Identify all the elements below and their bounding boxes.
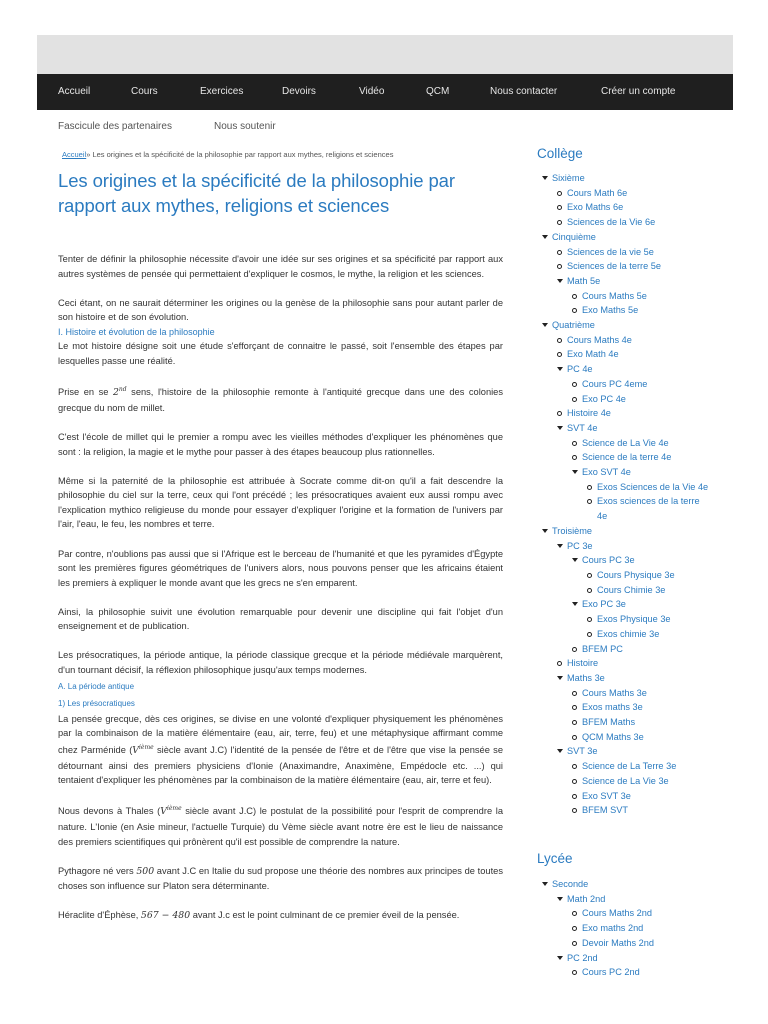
sidebar-item-exo-svt-3e[interactable] — [537, 789, 737, 804]
circle-bullet-icon — [557, 338, 562, 343]
sidebar-item-math-5e[interactable] — [537, 274, 737, 289]
circle-bullet-icon — [587, 485, 592, 490]
circle-bullet-icon — [587, 573, 592, 578]
sidebar-item-label[interactable]: SVT 4e — [567, 422, 598, 433]
sidebar-item-label[interactable]: Histoire 4e — [567, 408, 611, 419]
caret-down-icon[interactable] — [542, 323, 548, 327]
caret-down-icon[interactable] — [542, 176, 548, 180]
sidebar-item-cours-physique-3e[interactable] — [537, 568, 737, 583]
sidebar-item-maths-3e[interactable] — [537, 671, 737, 686]
sidebar-item-label[interactable]: Cours PC 4eme — [582, 378, 648, 389]
sidebar-item-label[interactable]: Quatrième — [552, 320, 595, 331]
sidebar-item-label[interactable]: Sciences de la vie 5e — [567, 246, 654, 257]
sidebar-item-label[interactable]: PC 2nd — [567, 952, 598, 963]
sidebar-item-pc-3e[interactable] — [537, 539, 737, 554]
sidebar-item-exos-maths-3e[interactable] — [537, 700, 737, 715]
sidebar-item-label[interactable]: Cours Physique 3e — [597, 569, 675, 580]
math-expression: 500 — [136, 865, 155, 877]
sidebar-item-label[interactable]: Exos chimie 3e — [597, 628, 660, 639]
sidebar-item-label[interactable]: Exo maths 2nd — [582, 923, 644, 934]
circle-bullet-icon — [572, 705, 577, 710]
circle-bullet-icon — [572, 691, 577, 696]
sidebar-item-label[interactable]: BFEM SVT — [582, 805, 628, 816]
sidebar-item-sciences-de-la-vie-5e[interactable] — [537, 245, 737, 260]
caret-down-icon[interactable] — [572, 470, 578, 474]
sidebar-item-label[interactable]: Exo SVT 3e — [582, 790, 631, 801]
sidebar-heading-lycee: Lycée — [537, 851, 573, 866]
sidebar-item-label[interactable]: Cinquième — [552, 231, 596, 242]
circle-bullet-icon — [572, 970, 577, 975]
nav-qcm[interactable]: QCM — [426, 86, 450, 97]
sidebar-item-label[interactable]: Seconde — [552, 879, 589, 889]
circle-bullet-icon — [587, 499, 592, 504]
circle-bullet-icon — [572, 926, 577, 931]
article-paragraph: Nous devons à Thales (Vième siècle avant J.C) le postulat de la possibilité pour l'esprit de comprendre la nature. L'Ionie (en Asie mineur, l'actuelle Turquie) du Vème siècle avant notre ère est le lieu de naissance des premiers scientifiques qui prônèrent qu'il est possible de comprendre la nature. — [58, 805, 503, 847]
sidebar-item-label[interactable]: BFEM Maths — [582, 717, 636, 728]
circle-bullet-icon — [557, 661, 562, 666]
sidebar-item-bfem-pc[interactable] — [537, 642, 737, 657]
circle-bullet-icon — [557, 250, 562, 255]
circle-bullet-icon — [572, 764, 577, 769]
sidebar-tree-college — [537, 171, 737, 818]
sidebar-tree-lycee — [537, 877, 737, 980]
caret-down-icon[interactable] — [557, 749, 563, 753]
sidebar-item-sixieme[interactable] — [537, 171, 737, 186]
caret-down-icon[interactable] — [557, 956, 563, 960]
circle-bullet-icon — [572, 647, 577, 652]
article-paragraph: Héraclite d'Éphèse, 567 − 480 avant J.c est le point culminant de ce premier éveil de la pensée. — [58, 910, 460, 922]
circle-bullet-icon — [557, 191, 562, 196]
sidebar-item-science-de-la-vie-3e[interactable] — [537, 774, 737, 789]
sidebar-item-label[interactable]: Histoire — [567, 658, 599, 669]
sidebar-item-troisieme[interactable] — [537, 524, 737, 539]
circle-bullet-icon — [572, 397, 577, 402]
circle-bullet-icon — [572, 382, 577, 387]
sidebar-item-label[interactable]: Math 2nd — [567, 893, 606, 904]
circle-bullet-icon — [572, 794, 577, 799]
sidebar-item-label[interactable]: Cours Chimie 3e — [597, 584, 666, 595]
sidebar-item-math-2nd[interactable] — [537, 892, 737, 907]
circle-bullet-icon — [557, 411, 562, 416]
sidebar-item-cours-pc-3e[interactable] — [537, 553, 737, 568]
sidebar-item-cours-maths-2nd[interactable] — [537, 906, 737, 921]
sidebar-item-label[interactable]: Science de La Vie 4e — [582, 437, 669, 448]
nav-cours[interactable]: Cours — [131, 86, 158, 97]
breadcrumb-current: Les origines et la spécificité de la philosophie par rapport aux mythes, religions et sciences — [92, 150, 394, 159]
sidebar-item-cours-maths-3e[interactable] — [537, 686, 737, 701]
article-paragraph: Pythagore né vers 500 avant J.C en Italie du sud propose une théorie des nombres aux principes de toutes choses son influence sur Platon sera déterminante. — [58, 865, 503, 892]
sidebar-item-label[interactable]: Devoir Maths 2nd — [582, 937, 655, 948]
article-paragraph: Même si la paternité de la philosophie est attribuée à Socrate comme dit-on qu'il a fait descendre la philosophie du ciel sur la terre, ceux qui l'ont précédé ; les présocratiques avaient eux aussi rompu avec l'explication mythico religieuse du monde pour essayer d'expliquer l'origine et la formation de l'univers par l'air, l'eau, le feu, les nombres et terre. — [58, 475, 503, 530]
circle-bullet-icon — [572, 911, 577, 916]
subnav-nous-soutenir[interactable]: Nous soutenir — [214, 121, 276, 132]
breadcrumb — [62, 150, 393, 159]
circle-bullet-icon — [572, 735, 577, 740]
sidebar-item-label[interactable]: Math 5e — [567, 275, 601, 286]
sidebar-item-label[interactable]: Cours Maths 4e — [567, 334, 632, 345]
sidebar-item-label[interactable]: BFEM PC — [582, 643, 623, 654]
sidebar-item-cours-pc-2nd[interactable] — [537, 965, 737, 980]
sidebar-item-label[interactable]: Cours Maths 2nd — [582, 908, 652, 919]
section-heading: A. La période antique — [58, 681, 135, 691]
sidebar-item-pc-2nd[interactable] — [537, 951, 737, 966]
sidebar-item-histoire[interactable] — [537, 656, 737, 671]
sidebar-item-pc-4e[interactable] — [537, 362, 737, 377]
article-paragraph: Prise en se 2nd sens, l'histoire de la philosophie remonte à l'antiquité grecque dans une des colonies grecque du nom de millet. — [58, 386, 504, 413]
sidebar-item-science-de-la-vie-4e[interactable] — [537, 436, 737, 451]
sidebar-item-cours-math-6e[interactable] — [537, 186, 737, 201]
article-paragraph: C'est l'école de millet qui le premier a rompu avec les vieilles méthodes d'expliquer les phénomènes que sont : la religion, la magie et le mythe pour passer à des étapes beaucoup plus rationnelles. — [58, 431, 503, 457]
sidebar-item-exo-maths-2nd[interactable] — [537, 921, 737, 936]
sidebar-item-exo-math-4e[interactable] — [537, 347, 737, 362]
section-heading: I. Histoire et évolution de la philosophie — [58, 326, 215, 337]
caret-down-icon[interactable] — [557, 279, 563, 283]
sidebar-item-label[interactable]: Exos Sciences de la Vie 4e — [597, 481, 709, 492]
circle-bullet-icon — [572, 308, 577, 313]
circle-bullet-icon — [572, 808, 577, 813]
nav-accueil[interactable]: Accueil — [58, 86, 91, 97]
sidebar-item-label[interactable]: PC 4e — [567, 364, 593, 375]
sidebar-item-cours-maths-4e[interactable] — [537, 333, 737, 348]
site-header-banner — [37, 35, 733, 74]
sidebar-item-exos-chimie-3e[interactable] — [537, 627, 737, 642]
circle-bullet-icon — [587, 588, 592, 593]
circle-bullet-icon — [557, 264, 562, 269]
sidebar-item-label[interactable]: Exo Maths 5e — [582, 305, 639, 316]
caret-down-icon[interactable] — [542, 235, 548, 239]
article-body — [58, 252, 503, 938]
sidebar-item-label[interactable]: Cours PC 2nd — [582, 967, 640, 978]
circle-bullet-icon — [557, 220, 562, 225]
math-expression: 567 − 480 — [140, 910, 191, 922]
circle-bullet-icon — [587, 617, 592, 622]
sidebar-item-label[interactable]: Sciences de la terre 5e — [567, 261, 661, 272]
caret-down-icon[interactable] — [542, 529, 548, 533]
math-expression: Vième — [132, 743, 154, 756]
sidebar-item-label[interactable]: Exo PC 3e — [582, 599, 626, 610]
article-paragraph: La pensée grecque, dès ces origines, se divise en une volonté d'expliquer physiquement les phénomènes par la combinaison de la matière élémentaire (eau, air, terre, feu) et une métaphysique affirmant comme chez Parménide (Vième siècle avant J.C) l'identité de la pensée de l'être et de l'être que vise la pensée se détournant ainsi des premiers physiciens d'Ionie (Anaximandre, Anaximène, Empédocle etc. ...) qui tentaient d'expliquer les phénomènes par la combinaison de la matière élémentaire (eau, air, terre et feu). — [58, 713, 503, 786]
sidebar-item-label[interactable]: Cours PC 3e — [582, 555, 635, 566]
sidebar-item-label[interactable]: Science de La Vie 3e — [582, 775, 669, 786]
sidebar-item-bfem-svt[interactable] — [537, 803, 737, 818]
sidebar-item-label[interactable]: SVT 3e — [567, 746, 598, 757]
sidebar-item-cinquieme[interactable] — [537, 230, 737, 245]
main-navigation — [37, 74, 733, 110]
nav-video[interactable]: Vidéo — [359, 86, 385, 97]
sidebar-item-seconde[interactable] — [537, 877, 737, 892]
article-paragraph: Par contre, n'oublions pas aussi que si l'Afrique est le berceau de l'humanité et que les pyramides d'Égypte sont les premières figures géométriques de l'univers alors, nous pouvons penser que les africains étaient les premiers à expliquer le monde avant que les grecs ne s'en emparent. — [58, 548, 503, 588]
subnav-fascicule-partenaires[interactable]: Fascicule des partenaires — [58, 121, 172, 132]
article-paragraph: Tenter de définir la philosophie nécessite d'avoir une idée sur ses origines et sa spécificité par rapport aux autres systèmes de pensée qui permettaient d'expliquer le cosmos, le mythe, la religion et les sciences. — [58, 254, 503, 279]
circle-bullet-icon — [557, 205, 562, 210]
sidebar-item-label[interactable]: Exo Maths 6e — [567, 202, 624, 213]
caret-down-icon[interactable] — [557, 426, 563, 430]
sidebar-item-label[interactable]: Cours Maths 3e — [582, 687, 647, 698]
circle-bullet-icon — [557, 352, 562, 357]
page-title: Les origines et la spécificité de la philosophie par rapport aux mythes, religions et sciences — [58, 170, 455, 216]
math-expression: 2nd — [112, 386, 127, 399]
sidebar-item-label[interactable]: Sixième — [552, 173, 585, 183]
caret-down-icon[interactable] — [557, 897, 563, 901]
article-paragraph: Les présocratiques, la période antique, la période classique grecque et la période médiévale marquèrent, d'un tournant décisif, la réflexion philosophique jusqu'aux temps modernes. — [58, 650, 503, 676]
sidebar-item-exo-pc-3e[interactable] — [537, 597, 737, 612]
nav-creer-compte[interactable]: Créer un compte — [601, 86, 676, 97]
sidebar-item-exo-pc-4e[interactable] — [537, 392, 737, 407]
sidebar-item-devoir-maths-2nd[interactable] — [537, 936, 737, 951]
sidebar-item-label[interactable]: Sciences de la Vie 6e — [567, 217, 656, 228]
sidebar-item-label[interactable]: Maths 3e — [567, 672, 605, 683]
circle-bullet-icon — [572, 455, 577, 460]
nav-devoirs[interactable]: Devoirs — [282, 86, 316, 97]
breadcrumb-home-link[interactable]: Accueil — [62, 150, 87, 159]
sidebar-item-cours-pc-4eme[interactable] — [537, 377, 737, 392]
caret-down-icon[interactable] — [572, 602, 578, 606]
sidebar-item-label[interactable]: Exo Math 4e — [567, 349, 619, 360]
circle-bullet-icon — [572, 441, 577, 446]
caret-down-icon[interactable] — [557, 676, 563, 680]
sidebar-item-label[interactable]: Science de La Terre 3e — [582, 761, 677, 772]
sidebar-item-label[interactable]: Exos Physique 3e — [597, 614, 671, 625]
math-expression: Vième — [160, 805, 182, 818]
breadcrumb-separator: » — [86, 150, 93, 159]
circle-bullet-icon — [572, 720, 577, 725]
caret-down-icon[interactable] — [542, 882, 548, 886]
caret-down-icon[interactable] — [572, 558, 578, 562]
sidebar-item-label[interactable]: Exos sciences de la terre 4e — [597, 496, 700, 522]
sidebar-item-label[interactable]: Cours Maths 5e — [582, 290, 647, 301]
sidebar-item-qcm-maths-3e[interactable] — [537, 730, 737, 745]
sidebar-item-sciences-de-la-terre-5e[interactable] — [537, 259, 737, 274]
sidebar-item-label[interactable]: Exos maths 3e — [582, 702, 643, 713]
caret-down-icon[interactable] — [557, 367, 563, 371]
circle-bullet-icon — [587, 632, 592, 637]
sidebar-item-label[interactable]: Troisième — [552, 525, 592, 536]
sidebar-item-label[interactable]: Science de la terre 4e — [582, 452, 672, 463]
sidebar-item-label[interactable]: QCM Maths 3e — [582, 731, 644, 742]
sidebar-item-exo-maths-6e[interactable] — [537, 200, 737, 215]
sidebar-heading-college: Collège — [537, 146, 583, 161]
nav-nous-contacter[interactable]: Nous contacter — [490, 86, 558, 97]
circle-bullet-icon — [572, 941, 577, 946]
sidebar-item-svt-3e[interactable] — [537, 744, 737, 759]
section-subheading: 1) Les présocratiques — [58, 698, 135, 708]
sidebar-item-quatrieme[interactable] — [537, 318, 737, 333]
sidebar-item-bfem-maths[interactable] — [537, 715, 737, 730]
article-paragraph: Le mot histoire désigne soit une étude s'efforçant de connaitre le passé, soit l'ensemble des étapes par lesquelles passe une réalité. — [58, 341, 503, 367]
sidebar-item-exo-maths-5e[interactable] — [537, 303, 737, 318]
sidebar-item-exos-sciences-de-la-terre-4e[interactable] — [537, 494, 712, 523]
sidebar-item-label[interactable]: PC 3e — [567, 540, 593, 551]
sidebar-item-cours-maths-5e[interactable] — [537, 289, 737, 304]
circle-bullet-icon — [572, 294, 577, 299]
sidebar-item-science-de-la-terre-4e[interactable] — [537, 450, 737, 465]
sidebar-item-cours-chimie-3e[interactable] — [537, 583, 737, 598]
sidebar-item-sciences-de-la-vie-6e[interactable] — [537, 215, 737, 230]
article-paragraph: Ceci étant, on ne saurait déterminer les origines ou la genèse de la philosophie sans pour autant parler de son histoire et de son évolution. — [58, 297, 503, 323]
circle-bullet-icon — [572, 779, 577, 784]
sidebar-item-exo-svt-4e[interactable] — [537, 465, 737, 480]
nav-exercices[interactable]: Exercices — [200, 86, 244, 97]
caret-down-icon[interactable] — [557, 544, 563, 548]
article-paragraph: Ainsi, la philosophie suivit une évolution remarquable pour devenir une discipline qui fait l'objet d'un enseignement et de publication. — [58, 606, 503, 632]
sidebar-item-histoire-4e[interactable] — [537, 406, 737, 421]
sidebar-item-science-de-la-terre-3e[interactable] — [537, 759, 737, 774]
sidebar-item-exos-sciences-de-la-vie-4e[interactable] — [537, 480, 712, 495]
sidebar-item-label[interactable]: Cours Math 6e — [567, 187, 628, 198]
sidebar-item-label[interactable]: Exo PC 4e — [582, 393, 626, 404]
sidebar-item-exos-physique-3e[interactable] — [537, 612, 737, 627]
sidebar-item-label[interactable]: Exo SVT 4e — [582, 467, 631, 478]
sidebar-item-svt-4e[interactable] — [537, 421, 737, 436]
